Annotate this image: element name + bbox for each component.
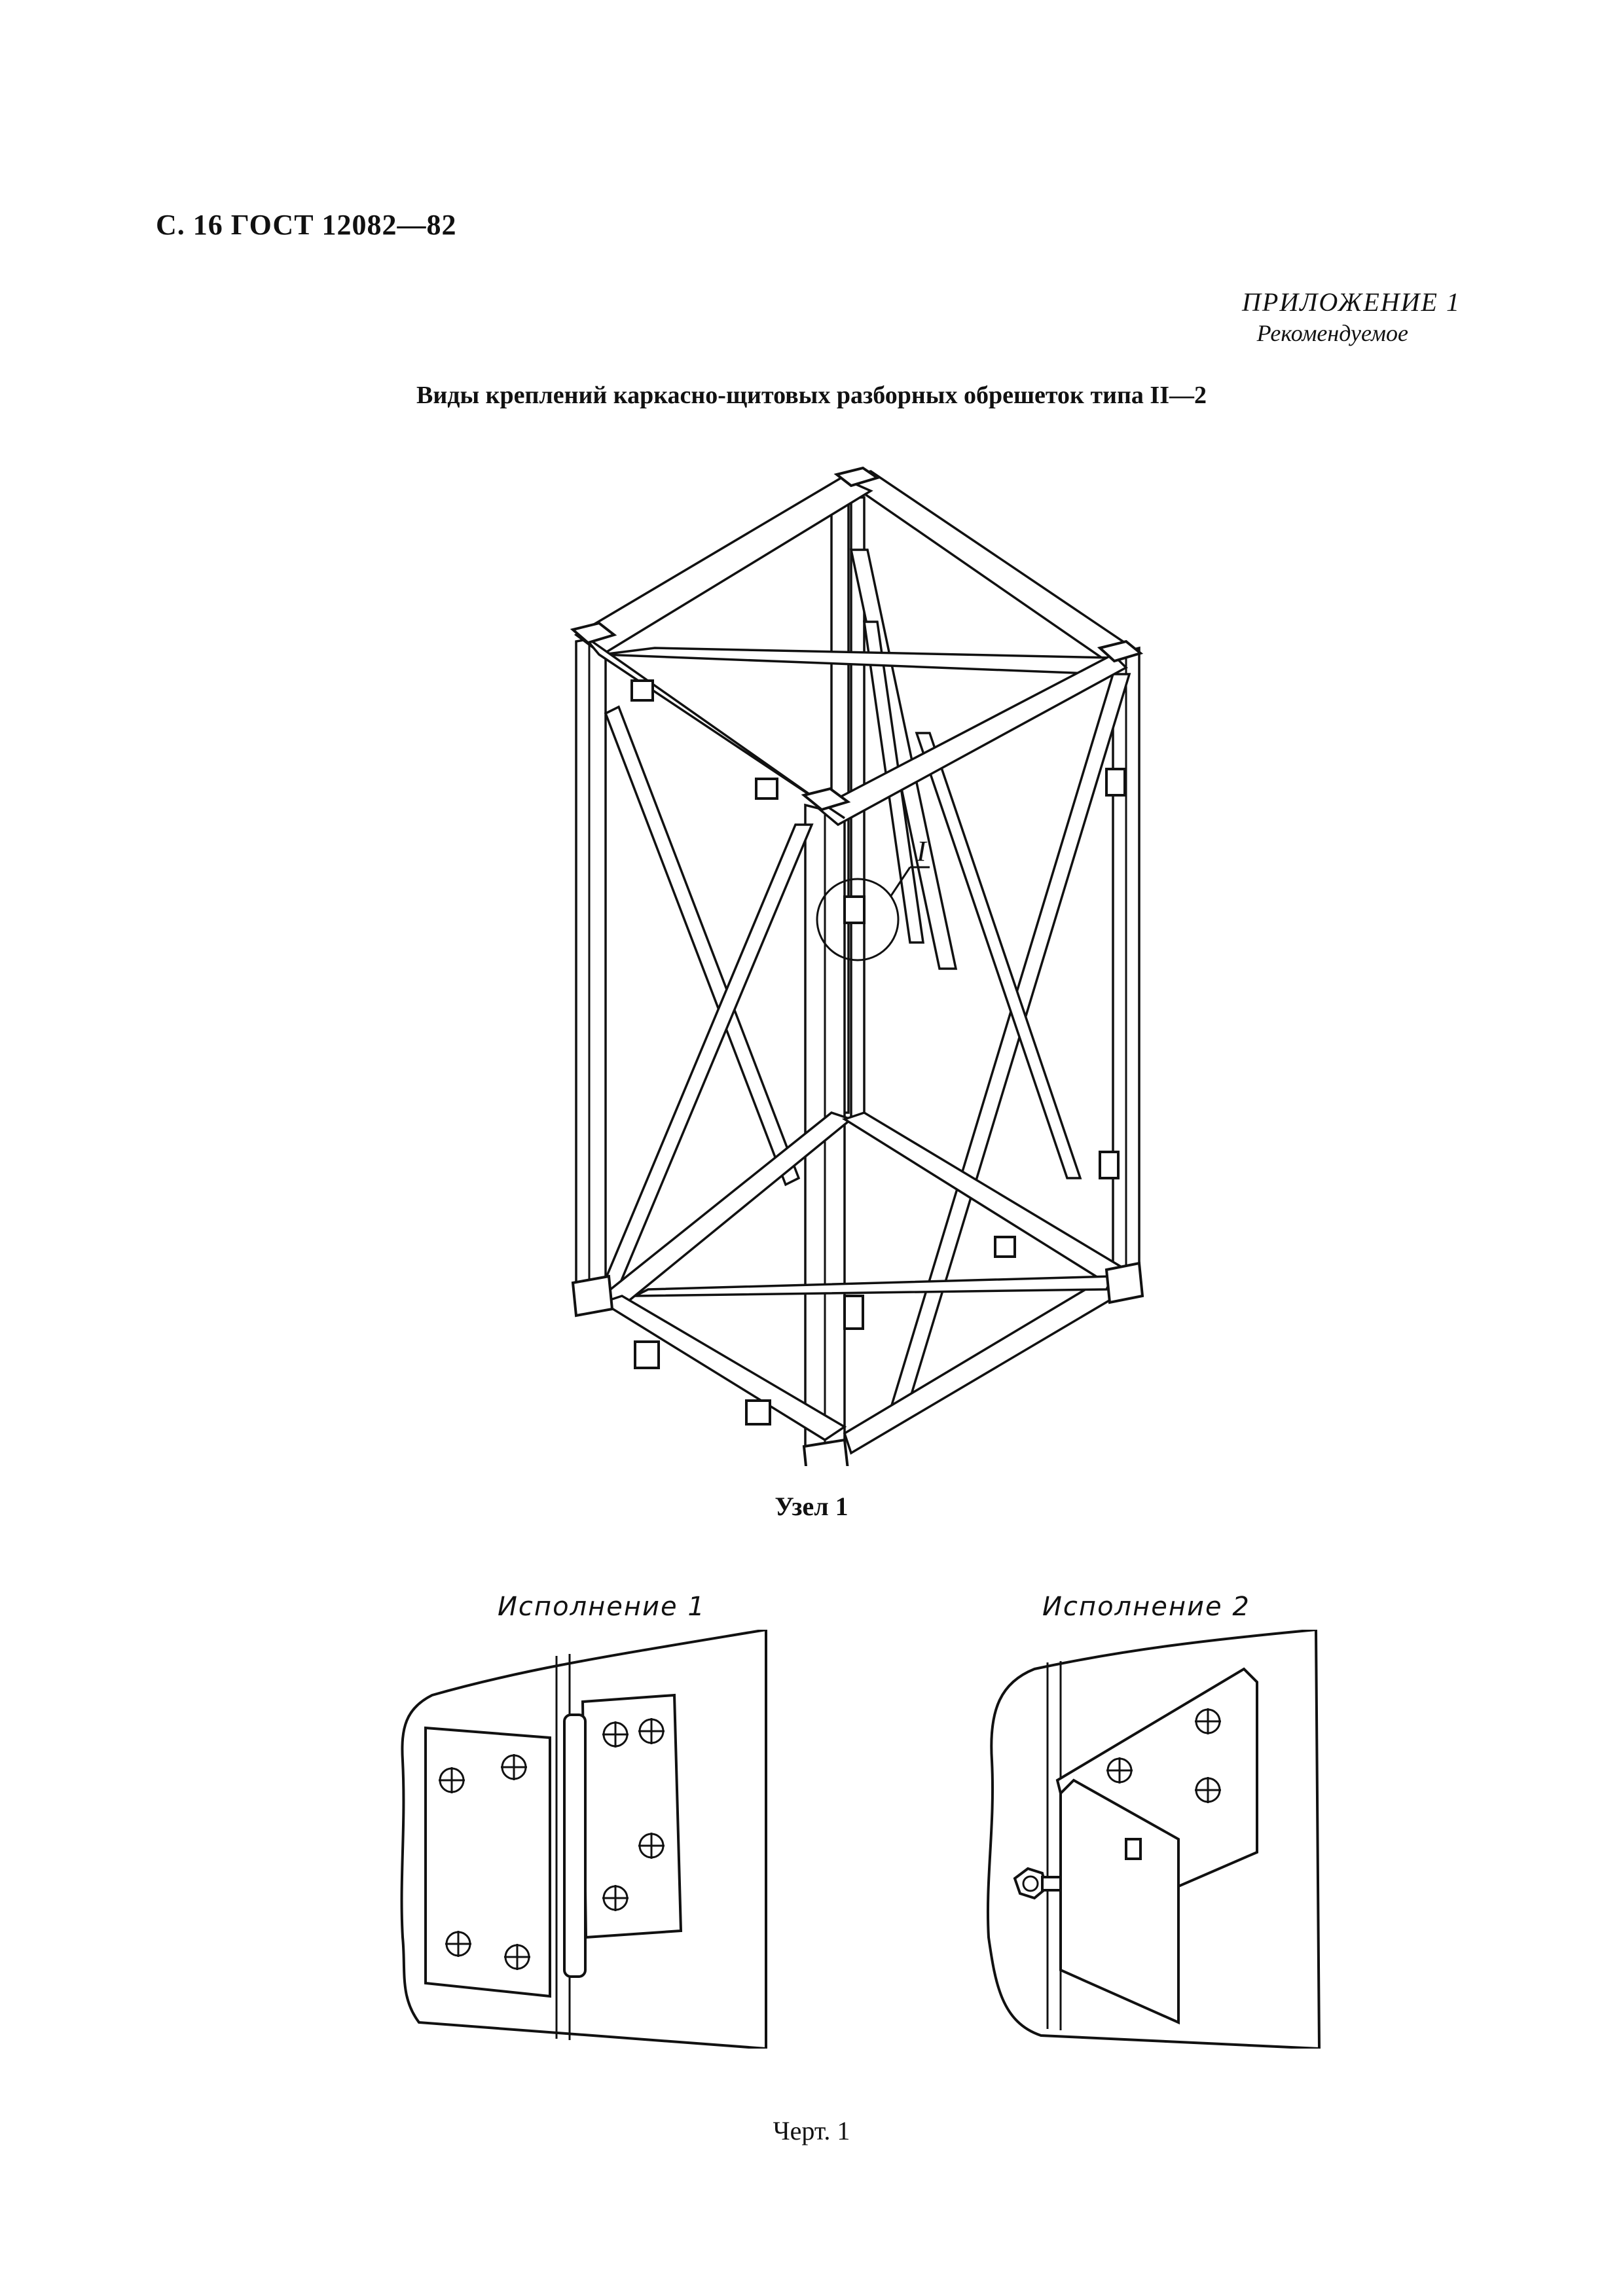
variant-1-hinge-drawing [393, 1630, 805, 2049]
document-title: Виды креплений каркасно-щитовых разборных обрешеток типа II—2 [416, 382, 1207, 409]
appendix-subtitle: Рекомендуемое [1256, 320, 1408, 346]
variant-2-bracket-drawing [962, 1630, 1375, 2049]
left-side-frame [576, 636, 799, 1309]
variant-2-label: Исполнение 2 [1042, 1592, 1250, 1622]
appendix-title: ПРИЛОЖЕНИЕ 1 [1242, 287, 1461, 317]
node-callout-label: I [917, 835, 926, 867]
page-header: С. 16 ГОСТ 12082—82 [156, 209, 457, 241]
variant-1-label: Исполнение 1 [498, 1592, 706, 1622]
node-caption: Узел 1 [775, 1492, 848, 1521]
figure-caption: Черт. 1 [773, 2116, 850, 2145]
crate-frame-drawing [537, 458, 1165, 1466]
